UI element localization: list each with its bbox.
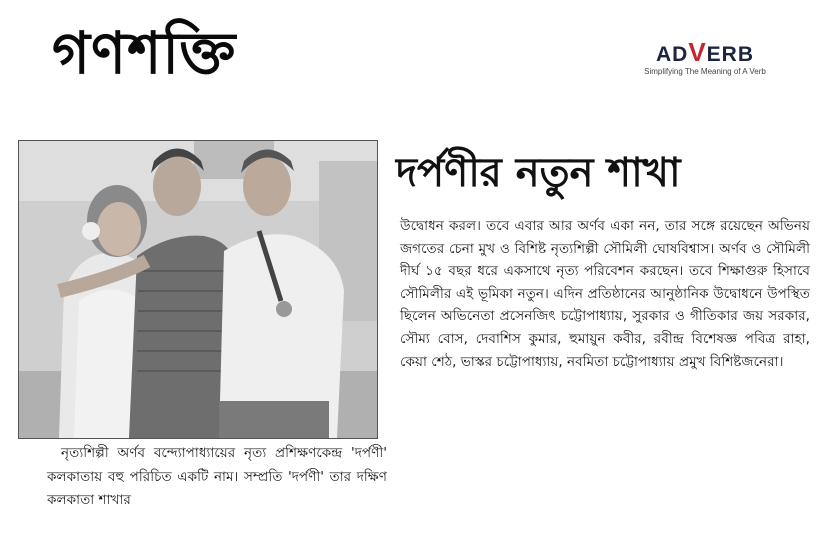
group-photo-illustration: [19, 141, 377, 438]
article-lead-paragraph: [47, 442, 387, 513]
article-body: উদ্বোধন করল। তবে এবার আর অর্ণব একা নন, তার সঙ্গে রয়েছেন অভিনয় জগতের চেনা মুখ ও বিশিষ্ট নৃত্যশিল্পী সৌমিলী ঘোষবিশ্বাস। অর্ণব ও সৌমিলী দীর্ঘ ১৫ বছর ধরে একসাথে নৃত্য পরিবেশন করছেন। তবে শিক্ষাগুরু হিসাবে সৌমিলীর এই ভূমিকা নতুন। এদিন প্রতিষ্ঠানের আনুষ্ঠানিক উদ্বোধনে উপস্থিত ছিলেন অভিনেতা প্রসেনজিৎ চট্টোপাধ্যায়, সুরকার ও গীতিকার জয় সরকার, সৌম্য বোস, দেবাশিস কুমার, হুমায়ুন কবীর, রবীন্দ্র বিশেষজ্ঞ পবিত্র রাহা, কেয়া শেঠ, ভাস্কর চট্টোপাধ্যায়, নবমিতা চট্টোপাধ্যায় প্রমুখ বিশিষ্টজনেরা।: [400, 218, 810, 370]
adverb-tagline: Simplifying The Meaning of A Verb: [644, 67, 766, 76]
article-lead-text: নৃত্যশিল্পী অর্ণব বন্দ্যোপাধ্যায়ের নৃত্য প্রশিক্ষণকেন্দ্র 'দর্পণী' কলকাতায় বহু পরিচিত একটি নাম। সম্প্রতি 'দর্পণী' তার দক্ষিণ কলকাতা শাখার: [47, 445, 387, 508]
adverb-logo-name: [640, 37, 770, 67]
adverb-logo-end: ERB: [706, 43, 755, 66]
newspaper-masthead: গণশক্তি: [52, 19, 237, 87]
adverb-logo: [640, 37, 770, 77]
adverb-logo-accent: V: [688, 37, 707, 67]
adverb-logo-start: AD: [655, 43, 689, 66]
article-photo: [18, 140, 378, 439]
article-headline: দর্পণীর নতুন শাখা: [396, 150, 681, 196]
